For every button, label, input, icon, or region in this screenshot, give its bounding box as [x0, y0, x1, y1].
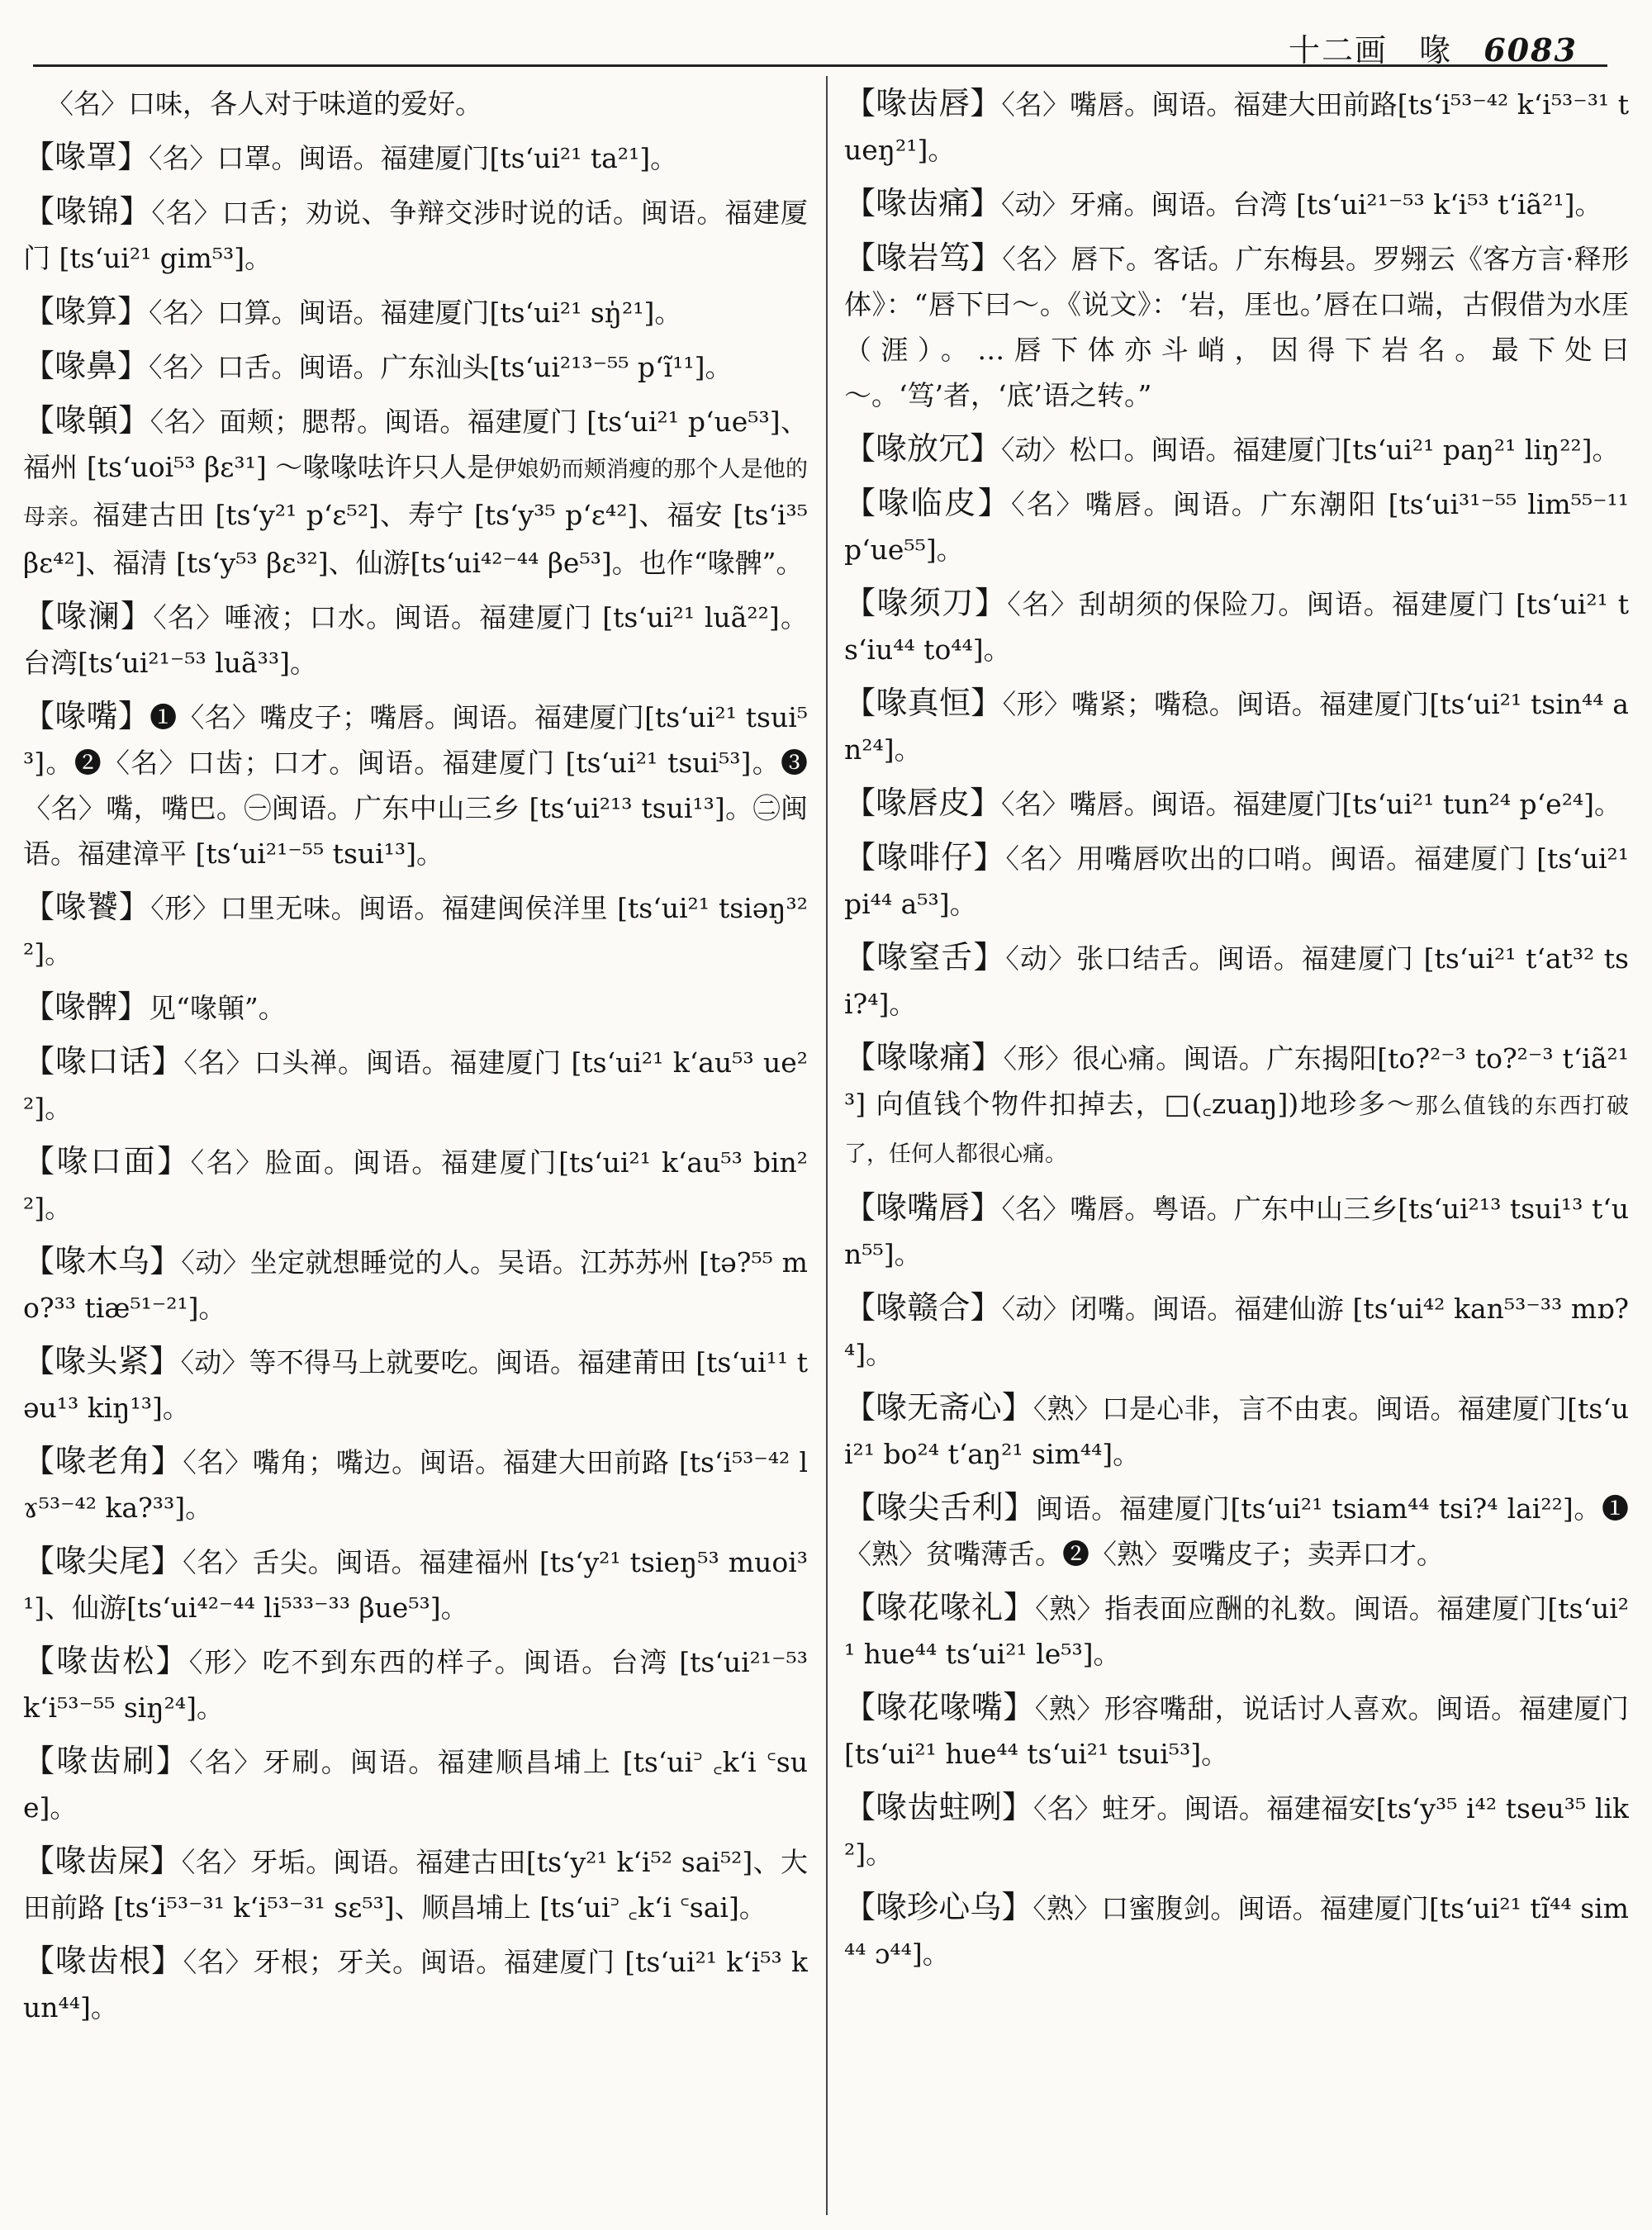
radical-char: 喙 — [1419, 32, 1453, 69]
entry-headword: 【喙花喙礼】 — [844, 1589, 1036, 1625]
entry-headword: 【喙齿唇】 — [844, 85, 1002, 121]
entry-headword: 【喙须刀】 — [844, 585, 1008, 621]
dictionary-entry — [844, 1385, 1629, 1477]
header-rule — [33, 64, 1607, 67]
entry-headword: 【喙齿松】 — [23, 1643, 189, 1679]
dictionary-entry — [23, 81, 808, 126]
entry-headword: 【喙口话】 — [23, 1043, 184, 1079]
entry-headword: 【喙齿痛】 — [844, 185, 1002, 221]
entry-definition: 〈名〉口头禅。闽语。福建厦门 [ts‘ui²¹ k‘au⁵³ ue²²]。 — [23, 1046, 808, 1124]
dictionary-entry — [844, 1785, 1629, 1877]
entry-definition: 〈名〉唇下。客话。广东梅县。罗翙云《客方言·释形体》：“唇下曰～。《说文》：‘岩，厓也。’唇在口端，古假借为水厓（涯）。…唇下体亦斗峭，因得下岩名。最下处曰～。‘笃’者，‘底’语之转。” — [844, 243, 1629, 411]
dictionary-entry — [844, 780, 1629, 827]
entry-definition: 〈名〉牙刷。闽语。福建顺昌埔上 [ts‘ui꜄ ꜀k‘i ꜂sue]。 — [23, 1746, 808, 1824]
entry-definition: 〈熟〉口是心非，言不由衷。闽语。福建厦门[ts‘ui²¹ bo²⁴ t‘aŋ²¹ sim⁴⁴]。 — [844, 1393, 1629, 1470]
entry-definition: 〈名〉蛀牙。闽语。福建福安[ts‘y³⁵ i⁴² tseu³⁵ lik²]。 — [844, 1792, 1629, 1870]
entry-headword: 【喙锦】 — [23, 193, 152, 230]
entry-headword: 【喙嘴唇】 — [844, 1189, 1002, 1226]
column-divider — [826, 76, 828, 2215]
entry-definition: 〈名〉脸面。闽语。福建厦门[ts‘ui²¹ k‘au⁵³ bin²²]。 — [23, 1146, 808, 1224]
entry-headword: 【喙齿根】 — [23, 1943, 183, 1979]
entry-definition: 〈形〉口里无味。闽语。福建闽侯洋里 [ts‘ui²¹ tsiəŋ³²²]。 — [23, 892, 808, 970]
entry-headword: 【喙尖尾】 — [23, 1543, 183, 1579]
dictionary-entry — [23, 344, 808, 390]
entry-definition: 〈名〉口味，各人对于味道的爱好。 — [46, 88, 482, 120]
entry-definition: 〈名〉牙根；牙关。闽语。福建厦门 [ts‘ui²¹ k‘i⁵³ kun⁴⁴]。 — [23, 1946, 808, 2024]
entry-headword: 【喙澜】 — [23, 598, 154, 634]
dictionary-entry — [844, 481, 1629, 572]
entry-headword: 【喙髀】 — [23, 989, 150, 1025]
dictionary-entry — [23, 1639, 808, 1730]
entry-definition: 〈名〉面颊；腮帮。闽语。福建厦门 [ts‘ui²¹ p‘ue⁵³]、福州 [ts‘uoi⁵³ βɛ³¹] ～喙喙呿许只人是 — [23, 406, 808, 483]
entry-definition: 〈熟〉口蜜腹剑。闽语。福建厦门[ts‘ui²¹ tĩ⁴⁴ sim⁴⁴ ɔ⁴⁴]。 — [844, 1892, 1629, 1970]
dictionary-entry — [23, 985, 808, 1031]
entry-definition: 〈名〉口舌。闽语。广东汕头[ts‘ui²¹³⁻⁵⁵ p‘ĩ¹¹]。 — [149, 351, 733, 383]
entry-headword: 【喙窒舌】 — [844, 939, 1006, 975]
dictionary-entry — [844, 1685, 1629, 1777]
entry-headword: 【喙真恒】 — [844, 685, 1003, 721]
entry-definition: 〈动〉等不得马上就要吃。闽语。福建莆田 [ts‘ui¹¹ təu¹³ kiŋ¹³]。 — [23, 1346, 808, 1424]
entry-definition: 〈动〉松口。闽语。福建厦门[ts‘ui²¹ paŋ²¹ liŋ²²]。 — [1001, 434, 1620, 466]
entry-headword: 【喙口面】 — [23, 1143, 191, 1179]
dictionary-entry — [23, 594, 808, 686]
dictionary-entry — [23, 135, 808, 181]
entry-headword: 【喙齿刷】 — [23, 1743, 190, 1779]
dictionary-entry — [23, 189, 808, 281]
entry-headword: 【喙木乌】 — [23, 1243, 182, 1279]
entry-definition: 〈名〉口罩。闽语。福建厦门[ts‘ui²¹ ta²¹]。 — [149, 142, 678, 174]
dictionary-entry — [844, 1485, 1629, 1577]
entry-headword: 【喙临皮】 — [844, 485, 1012, 521]
entry-headword: 【喙花喙嘴】 — [844, 1689, 1035, 1725]
dictionary-entry — [23, 1938, 808, 2030]
dictionary-entry — [844, 835, 1629, 927]
dictionary-entry — [844, 1185, 1629, 1277]
entry-headword: 【喙罩】 — [23, 139, 150, 175]
entry-headword: 【喙齿蛀咧】 — [844, 1789, 1034, 1825]
entry-headword: 【喙赣合】 — [844, 1289, 1002, 1326]
entry-definition: 见“喙顊”。 — [149, 992, 286, 1024]
entry-headword: 【喙老角】 — [23, 1443, 183, 1479]
entry-headword: 【喙啡仔】 — [844, 839, 1006, 875]
dictionary-entry — [23, 1539, 808, 1630]
entry-headword: 【喙岩笃】 — [844, 240, 1003, 276]
entry-definition: 〈名〉牙垢。闽语。福建古田[ts‘y²¹ k‘i⁵² sai⁵²]、大田前路 [ts‘i⁵³⁻³¹ k‘i⁵³⁻³¹ sɛ⁵³]、顺昌埔上 [ts‘ui꜄ ꜀k‘i ꜂sai]。 — [23, 1846, 808, 1924]
dictionary-entry — [844, 426, 1629, 472]
entry-headword: 【喙饕】 — [23, 889, 151, 925]
entry-definition: 〈名〉嘴唇。闽语。广东潮阳 [ts‘ui³¹⁻⁵⁵ lim⁵⁵⁻¹¹ p‘ue⁵⁵]。 — [844, 488, 1629, 566]
entry-definition: 〈动〉坐定就想睡觉的人。吴语。江苏苏州 [tə?⁵⁵ mo?³³ tiæ⁵¹⁻²¹]。 — [23, 1246, 808, 1324]
dictionary-entry — [23, 1139, 808, 1231]
entry-definition: 〈名〉口算。闽语。福建厦门[ts‘ui²¹ sŋ̍²¹]。 — [149, 297, 682, 329]
entry-definition: 〈名〉唾液；口水。闽语。福建厦门 [ts‘ui²¹ luã²²]。台湾[ts‘ui²¹⁻⁵³ luã³³]。 — [23, 601, 808, 679]
left-column — [23, 81, 808, 2212]
entry-headword: 【喙齿屎】 — [23, 1843, 182, 1879]
entry-headword: 【喙嘴】 — [23, 698, 150, 734]
right-column — [844, 81, 1629, 2212]
dictionary-entry — [844, 935, 1629, 1027]
entry-definition: 〈名〉嘴唇。闽语。福建厦门[ts‘ui²¹ tun²⁴ p‘e²⁴]。 — [1001, 788, 1622, 820]
entry-example-gloss: 伊娘奶而颊消瘦的那个人是他的母亲。 — [23, 457, 808, 530]
dictionary-entry — [23, 289, 808, 335]
entry-definition: 〈名〉嘴角；嘴边。闽语。福建大田前路 [ts‘i⁵³⁻⁴² lɤ⁵³⁻⁴² ka?³³]。 — [23, 1446, 808, 1524]
entry-headword: 【喙尖舌利】 — [844, 1489, 1036, 1525]
entry-definition: 福建古田 [ts‘y²¹ p‘ɛ⁵²]、寿宁 [ts‘y³⁵ p‘ɛ⁴²]、福安 [ts‘i³⁵ βɛ⁴²]、福清 [ts‘y⁵³ βɛ³²]、仙游[ts‘ui⁴²⁻⁴⁴ βe⁵³]。也作“喙髀”。 — [23, 499, 808, 579]
entry-definition: 〈熟〉指表面应酬的礼数。闽语。福建厦门[ts‘ui²¹ hue⁴⁴ ts‘ui²¹ le⁵³]。 — [844, 1592, 1629, 1670]
entry-definition: 闽语。福建厦门[ts‘ui²¹ tsiam⁴⁴ tsi?⁴ lai²²]。❶〈熟〉贫嘴薄舌。❷〈熟〉耍嘴皮子；卖弄口才。 — [844, 1492, 1629, 1570]
dictionary-entry — [23, 1739, 808, 1830]
entry-definition: 〈动〉牙痛。闽语。台湾 [ts‘ui²¹⁻⁵³ k‘i⁵³ t‘iã²¹]。 — [1001, 188, 1602, 221]
entry-headword: 【喙珍心乌】 — [844, 1889, 1033, 1925]
dictionary-entry — [23, 1439, 808, 1530]
entry-definition: 〈熟〉形容嘴甜，说话讨人喜欢。闽语。福建厦门[ts‘ui²¹ hue⁴⁴ ts‘ui²¹ tsui⁵³]。 — [844, 1692, 1629, 1770]
entry-definition: 〈名〉嘴唇。闽语。福建大田前路[ts‘i⁵³⁻⁴² k‘i⁵³⁻³¹ tueŋ²¹]。 — [844, 88, 1629, 166]
entry-example-gloss: 那么值钱的东西打破了，任何人都很心痛。 — [844, 1094, 1629, 1167]
entry-definition: 〈名〉舌尖。闽语。福建福州 [ts‘y²¹ tsieŋ⁵³ muoi³¹]、仙游[ts‘ui⁴²⁻⁴⁴ li⁵³³⁻³³ βue⁵³]。 — [23, 1546, 808, 1624]
dictionary-entry — [23, 398, 808, 586]
dictionary-entry — [844, 581, 1629, 672]
running-head — [1269, 25, 1578, 70]
entry-headword: 【喙算】 — [23, 293, 150, 330]
dictionary-entry — [23, 694, 808, 876]
entry-headword: 【喙鼻】 — [23, 348, 150, 384]
dictionary-entry — [23, 1239, 808, 1331]
entry-definition: 〈名〉刮胡须的保险刀。闽语。福建厦门 [ts‘ui²¹ ts‘iu⁴⁴ to⁴⁴]。 — [844, 588, 1629, 666]
entry-definition: 〈动〉张口结舌。闽语。福建厦门 [ts‘ui²¹ t‘at³² tsi?⁴]。 — [844, 942, 1629, 1020]
dictionary-entry — [23, 1339, 808, 1431]
dictionary-entry — [844, 181, 1629, 227]
stroke-count: 十二画 — [1289, 32, 1389, 69]
entry-headword: 【喙喙痛】 — [844, 1039, 1004, 1075]
entry-headword: 【喙顊】 — [23, 402, 150, 439]
entry-headword: 【喙唇皮】 — [844, 785, 1002, 821]
entry-definition: 〈形〉很心痛。闽语。广东揭阳[to?²⁻³ to?²⁻³ t‘iã²¹³] 向值钱个物件扣掉去，□(꜀zuaŋ])地珍多～ — [844, 1042, 1629, 1120]
entry-definition: 〈名〉口舌；劝说、争辩交涉时说的话。闽语。福建厦门 [ts‘ui²¹ gim⁵³]。 — [23, 197, 808, 274]
dictionary-entry — [844, 1885, 1629, 1976]
page-number: 6083 — [1483, 31, 1578, 69]
dictionary-entry — [23, 1839, 808, 1930]
dictionary-entry — [844, 235, 1629, 418]
entry-headword: 【喙头紧】 — [23, 1343, 181, 1379]
entry-definition: 〈形〉嘴紧；嘴稳。闽语。福建厦门[ts‘ui²¹ tsin⁴⁴ an²⁴]。 — [844, 688, 1629, 766]
dictionary-entry — [23, 1039, 808, 1131]
dictionary-entry — [844, 1585, 1629, 1677]
entry-definition: 〈形〉吃不到东西的样子。闽语。台湾 [ts‘ui²¹⁻⁵³ k‘i⁵³⁻⁵⁵ siŋ²⁴]。 — [23, 1646, 808, 1724]
dictionary-entry — [844, 81, 1629, 173]
entry-definition: 〈名〉嘴唇。粤语。广东中山三乡[ts‘ui²¹³ tsui¹³ t‘un⁵⁵]。 — [844, 1193, 1629, 1270]
page-header — [33, 10, 1619, 69]
entry-definition: 〈动〉闭嘴。闽语。福建仙游 [ts‘ui⁴² kan⁵³⁻³³ mɒ?⁴]。 — [844, 1293, 1629, 1370]
dictionary-entry — [844, 1035, 1629, 1177]
dictionary-entry — [844, 681, 1629, 772]
dictionary-entry — [23, 885, 808, 976]
entry-definition: 〈名〉用嘴唇吹出的口哨。闽语。福建厦门 [ts‘ui²¹ pi⁴⁴ a⁵³]。 — [844, 842, 1629, 920]
entry-definition: ❶〈名〉嘴皮子；嘴唇。闽语。福建厦门[ts‘ui²¹ tsui⁵³]。❷〈名〉口齿；口才。闽语。福建厦门 [ts‘ui²¹ tsui⁵³]。❸〈名〉嘴，嘴巴。㊀闽语。广东中山三乡 [ts‘ui²¹³ tsui¹³]。㊁闽语。福建漳平 [ts‘ui²¹⁻⁵⁵ tsui¹³]。 — [23, 701, 808, 870]
entry-headword: 【喙无斋心】 — [844, 1389, 1033, 1426]
entry-headword: 【喙放冗】 — [844, 430, 1002, 467]
dictionary-entry — [844, 1285, 1629, 1377]
